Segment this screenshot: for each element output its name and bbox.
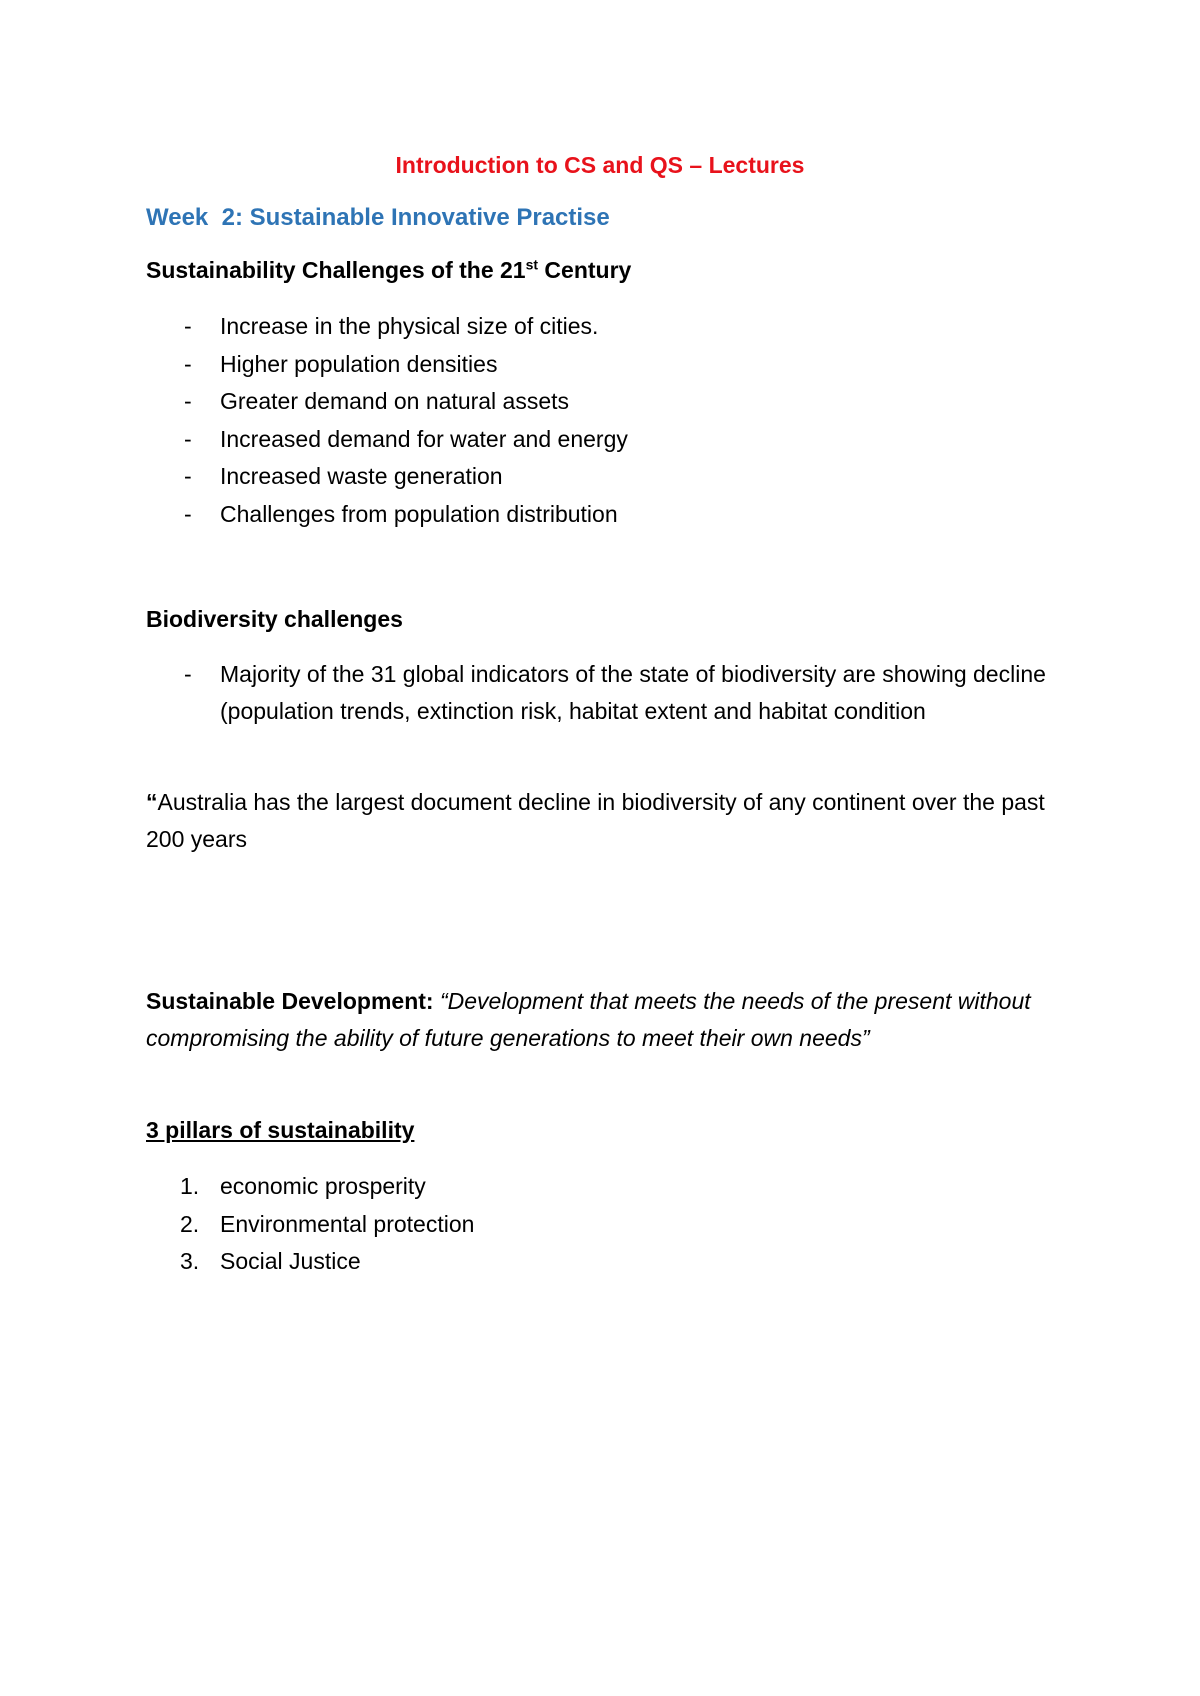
challenges-list [146,308,628,533]
list-item-text: Challenges from population distribution [220,500,618,527]
list-item-text: Majority of the 31 global indicators of the state of biodiversity are showing decline (population trends, extinction risk, habitat extent and habitat condition [220,661,1046,724]
list-item [146,1206,474,1244]
challenges-heading [146,255,631,285]
list-item [146,421,628,459]
document-title: Introduction to CS and QS – Lectures [395,152,805,178]
list-item-text: Increase in the physical size of cities. [220,313,599,339]
list-item-text: economic prosperity [220,1173,426,1199]
list-item-text: Increased waste generation [220,463,503,489]
sustainable-development-definition [146,983,1066,1057]
list-bullet-dash: - [184,350,192,377]
list-number: 3. [180,1248,200,1274]
biodiversity-quote [146,784,1066,858]
week-heading: Week 2: Sustainable Innovative Practise [146,204,610,231]
list-item [146,1243,474,1281]
biodiversity-heading: Biodiversity challenges [146,606,403,632]
list-bullet-dash: - [184,500,192,527]
list-item [146,656,1100,730]
challenges-heading-suffix: Century [538,257,632,283]
list-item [146,383,628,421]
list-bullet-dash: - [184,313,192,339]
pillars-heading: 3 pillars of sustainability [146,1117,415,1143]
list-item [146,458,628,496]
list-bullet-dash: - [184,425,192,452]
quote-mark: “ [146,789,158,815]
definition-label: Sustainable Development: [146,988,434,1014]
list-item-text: Environmental protection [220,1210,475,1237]
definition-text: “Development that meets the needs of the present without compromising the ability of future generations to meet their own needs” [146,988,1031,1051]
list-number: 1. [180,1173,200,1199]
challenges-heading-prefix: Sustainability Challenges of the 21 [146,257,526,283]
list-bullet-dash: - [184,388,192,414]
list-item [146,1168,474,1206]
list-item-text: Social Justice [220,1248,361,1274]
list-item-text: Greater demand on natural assets [220,388,570,414]
list-item [146,496,628,534]
list-item [146,308,628,346]
list-number: 2. [180,1210,200,1237]
biodiversity-list [146,656,1100,730]
list-item-text: Increased demand for water and energy [220,425,628,452]
pillars-list [146,1168,474,1281]
list-bullet-dash: - [184,661,192,687]
list-bullet-dash: - [184,463,192,489]
quote-text: Australia has the largest document decline in biodiversity of any continent over the past 200 years [146,789,1045,852]
challenges-heading-superscript: st [525,256,539,273]
list-item [146,346,628,384]
list-item-text: Higher population densities [220,350,498,377]
